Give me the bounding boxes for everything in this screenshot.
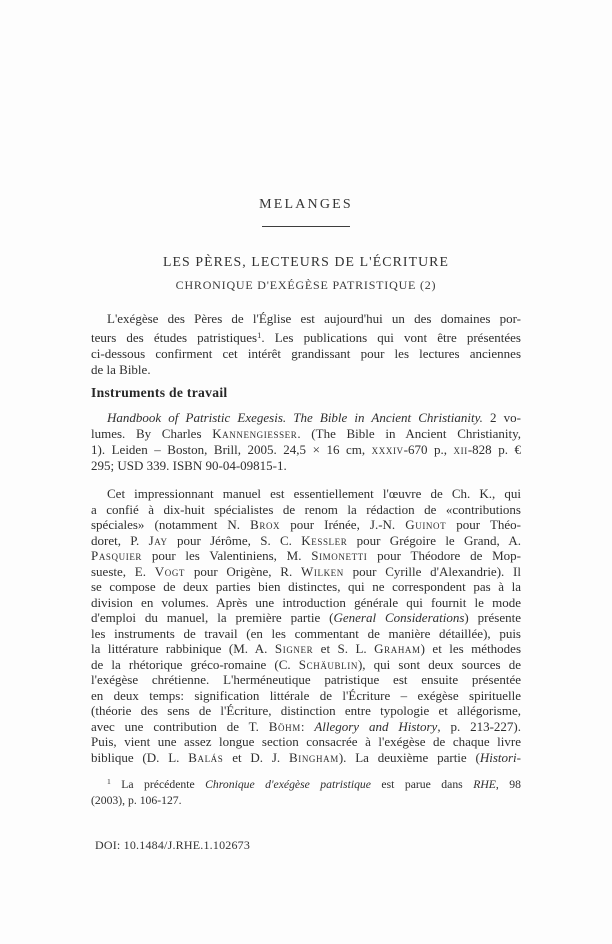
text-line: l'exégèse chrétienne. L'herméneutique patristique est ensuite présentée [91,672,521,687]
text-line: Handbook of Patristic Exegesis. The Bible in Ancient Christianity. 2 vo- [107,410,521,425]
text-line: Puis, vient une assez longue section consacrée à l'exégèse de chaque livre [91,734,521,749]
text-line: teurs des études patristiques$^1$. Les publications qui vont être présentées [91,330,521,346]
text-line: 295; USD 339. ISBN 90-04-09815-1. [91,458,287,473]
text-line: biblique (D. L. Balás et D. J. Bingham). La deuxième partie (Histori- [91,749,521,765]
text-line: de la Bible. [91,362,151,378]
article-subtitle: CHRONIQUE D'EXÉGÈSE PATRISTIQUE (2) [175,278,437,292]
section-heading: Instruments de travail [91,385,228,400]
text-line: se compose de deux parties bien distinctes, qui ne correspondent pas à la [91,579,521,594]
text-line: les instruments de travail (en les commentant de manière détaillée), puis [91,625,521,641]
text-line: spéciales» (notamment N. Brox pour Irénée, J.-N. Guinot pour Théo- [91,517,521,532]
text-line: division en volumes. Après une introduction générale qui fournit le mode [91,594,521,610]
text-line: a confié à dix-huit spécialistes de renom la rédaction de «contributions [91,501,521,517]
text-line: Cet impressionnant manuel est essentiellement l'œuvre de Ch. K., qui [107,486,521,501]
footnote-paragraph [91,774,521,810]
intro-paragraph [91,311,521,378]
title-divider-rule [262,226,350,227]
doi-text: DOI: 10.1484/J.RHE.1.102673 [95,838,251,852]
text-line: la littérature rabbinique (M. A. Signer et S. L. Graham) et les méthodes [91,641,522,656]
text-line: (théorie des sens de l'Écriture, distinction entre typologie et allégorisme, [91,703,521,718]
text-line: avec une contribution de T. Böhm: Allegory and History, p. 213-227). [91,718,521,734]
text-line: Pasquier pour les Valentiniens, M. Simonetti pour Théodore de Mop- [91,548,522,563]
text-line: en deux temps: signification littérale de l'Écriture – exégèse spirituelle [91,687,521,703]
text-line: sueste, E. Vogt pour Origène, R. Wilken pour Cyrille d'Alexandrie). Il [91,563,521,579]
review-paragraph [91,486,521,765]
text-line: de la rhétorique gréco-romaine (C. Schäublin), qui sont deux sources de [91,656,521,672]
text-line: doret, P. Jay pour Jérôme, S. C. Kessler pour Grégoire le Grand, A. [91,532,521,548]
text-line: ci-dessous confirment cet intérêt grandissant pour les lectures anciennes [91,346,521,362]
text-line: $^1$ La précédente Chronique d'exégèse patristique est parue dans RHE, 98 [107,777,521,791]
text-line: 1). Leiden – Boston, Brill, 2005. 24,5 × 16 cm, xxxiv-670 p., xii-828 p. € [91,442,521,457]
text-line: d'emploi du manuel, la première partie (General Considerations) présente [91,610,521,625]
text-line: (2003), p. 106-127. [91,794,182,808]
text-line: lumes. By Charles Kannengiesser. (The Bible in Ancient Christianity, [91,426,522,441]
article-title: LES PÈRES, LECTEURS DE L'ÉCRITURE [163,254,449,269]
book-citation-paragraph [91,410,521,474]
text-line: L'exégèse des Pères de l'Église est aujourd'hui un des domaines por- [107,311,521,326]
section-label: MELANGES [259,197,353,212]
